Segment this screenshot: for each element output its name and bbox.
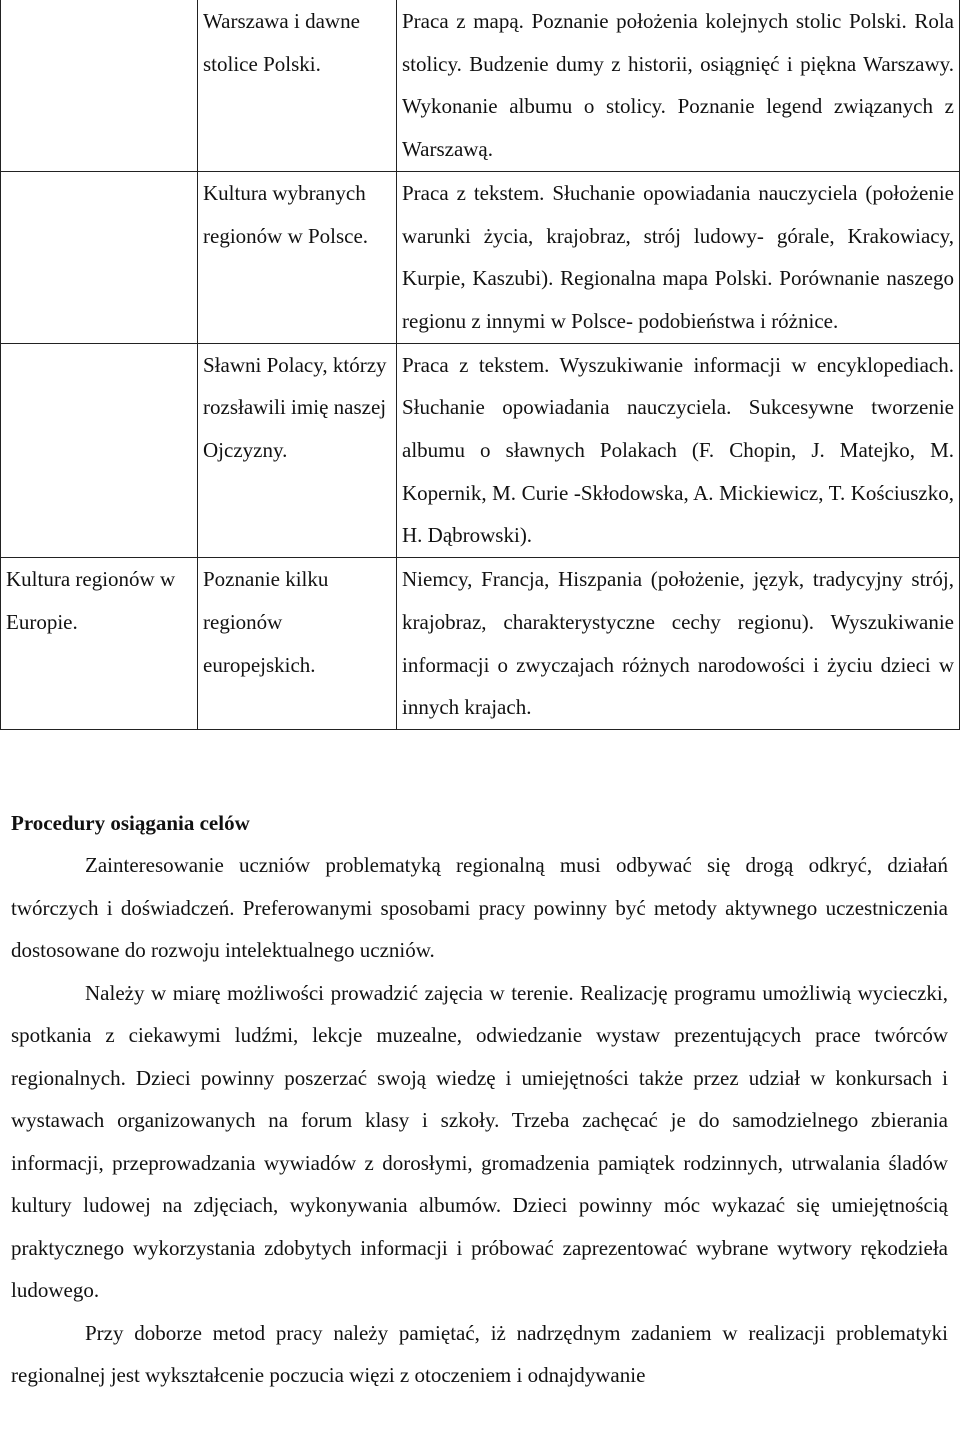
paragraph: Zainteresowanie uczniów problematyką regionalną musi odbywać się drogą odkryć, działań twórczych i doświadczeń. Preferowanymi sposobami pracy powinny być metody aktywnego uczestniczenia dostosowane do rozwoju intelektualnego uczniów. xyxy=(11,853,948,962)
paragraph: Przy doborze metod pracy należy pamiętać, iż nadrzędnym zadaniem w realizacji problematyki regionalnej jest wykształcenie poczucia więzi z otoczeniem i odnajdywanie xyxy=(11,1320,948,1387)
table-row xyxy=(1,558,960,730)
table-row xyxy=(1,0,960,171)
topic-cell xyxy=(1,0,198,171)
table-row xyxy=(1,171,960,343)
subtopic-cell: Sławni Polacy, którzy rozsławili imię naszej Ojczyzny. xyxy=(198,343,397,558)
activities-cell: Praca z tekstem. Słuchanie opowiadania nauczyciela (położenie warunki życia, krajobraz, strój ludowy- górale, Krakowiacy, Kurpie, Kaszubi). Regionalna mapa Polski. Porównanie naszego regionu z innymi w Polsce- podobieństwa i różnice. xyxy=(397,171,960,343)
subtopic-cell: Kultura wybranych regionów w Polsce. xyxy=(198,171,397,343)
activities-cell: Praca z tekstem. Wyszukiwanie informacji w encyklopediach. Słuchanie opowiadania nauczyciela. Sukcesywne tworzenie albumu o sławnych Polakach (F. Chopin, J. Matejko, M. Kopernik, M. Curie -Skłodowska, A. Mickiewicz, T. Kościuszko, H. Dąbrowski). xyxy=(397,343,960,558)
section-body xyxy=(11,844,948,1397)
section-heading: Procedury osiągania celów xyxy=(11,811,250,835)
topic-cell xyxy=(1,343,198,558)
paragraph: Należy w miarę możliwości prowadzić zajęcia w terenie. Realizację programu umożliwią wycieczki, spotkania z ciekawymi ludźmi, lekcje muzealne, odwiedzanie wystaw prezentujących prace twórców regionalnych. Dzieci powinny poszerzać swoją wiedzę i umiejętności także przez udział w konkursach i wystawach organizowanych na forum klasy i szkoły. Trzeba zachęcać je do samodzielnego zbierania informacji, przeprowadzania wywiadów z dorosłymi, gromadzenia pamiątek rodzinnych, utrwalania śladów kultury ludowej na zdjęciach, wykonywania albumów. Dzieci powinny móc wykazać się umiejętnością praktycznego wykorzystania zdobytych informacji i próbować zaprezentować wybrane wytwory rękodzieła ludowego. xyxy=(11,980,948,1302)
subtopic-cell: Poznanie kilku regionów europejskich. xyxy=(198,558,397,730)
activities-cell: Praca z mapą. Poznanie położenia kolejnych stolic Polski. Rola stolicy. Budzenie dumy z historii, osiągnięć i piękna Warszawy. Wykonanie albumu o stolicy. Poznanie legend związanych z Warszawą. xyxy=(397,0,960,171)
subtopic-cell: Warszawa i dawne stolice Polski. xyxy=(198,0,397,171)
activities-cell: Niemcy, Francja, Hiszpania (położenie, język, tradycyjny strój, krajobraz, charakterystyczne cechy regionu). Wyszukiwanie informacji o zwyczajach różnych narodowości i życiu dzieci w innych krajach. xyxy=(397,558,960,730)
topic-cell xyxy=(1,171,198,343)
topic-cell: Kultura regionów w Europie. xyxy=(1,558,198,730)
table-row xyxy=(1,343,960,558)
